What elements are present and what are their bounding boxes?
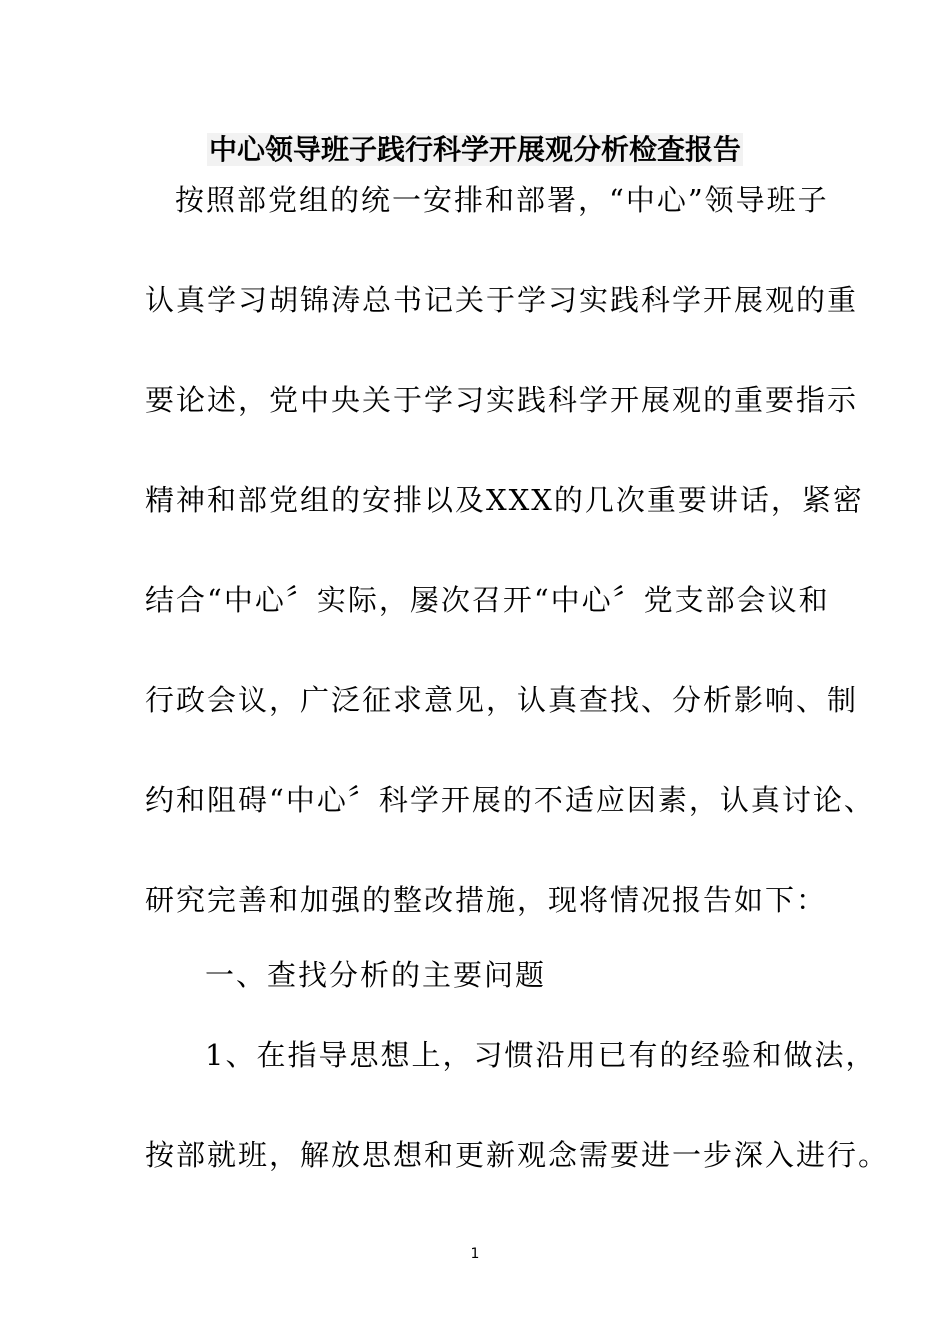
paragraph-line: 约和阻碍“中心〞科学开展的不适应因素，认真讨论、 bbox=[145, 783, 875, 817]
document-title-text: 中心领导班子践行科学开展观分析检查报告 bbox=[208, 133, 741, 166]
paragraph-line: 结合“中心〞实际，屡次召开“中心〞党支部会议和 bbox=[145, 583, 830, 617]
paragraph-line: 精神和部党组的安排以及XXX的几次重要讲话，紧密 bbox=[145, 483, 864, 517]
page-number: 1 bbox=[470, 1246, 480, 1262]
paragraph-line: 认真学习胡锦涛总书记关于学习实践科学开展观的重 bbox=[145, 283, 859, 317]
section-heading: 一、查找分析的主要问题 bbox=[205, 958, 547, 992]
paragraph-line: 1、在指导思想上，习惯沿用已有的经验和做法， bbox=[205, 1038, 877, 1072]
paragraph-line: 行政会议，广泛征求意见，认真查找、分析影响、制 bbox=[145, 683, 859, 717]
document-title bbox=[0, 130, 950, 170]
paragraph-line: 要论述，党中央关于学习实践科学开展观的重要指示 bbox=[145, 383, 859, 417]
paragraph-line: 按部就班，解放思想和更新观念需要进一步深入进行。 bbox=[145, 1138, 890, 1172]
paragraph-line: 按照部党组的统一安排和部署，“中心”领导班子 bbox=[175, 183, 829, 217]
paragraph-line: 研究完善和加强的整改措施，现将情况报告如下： bbox=[145, 883, 828, 917]
